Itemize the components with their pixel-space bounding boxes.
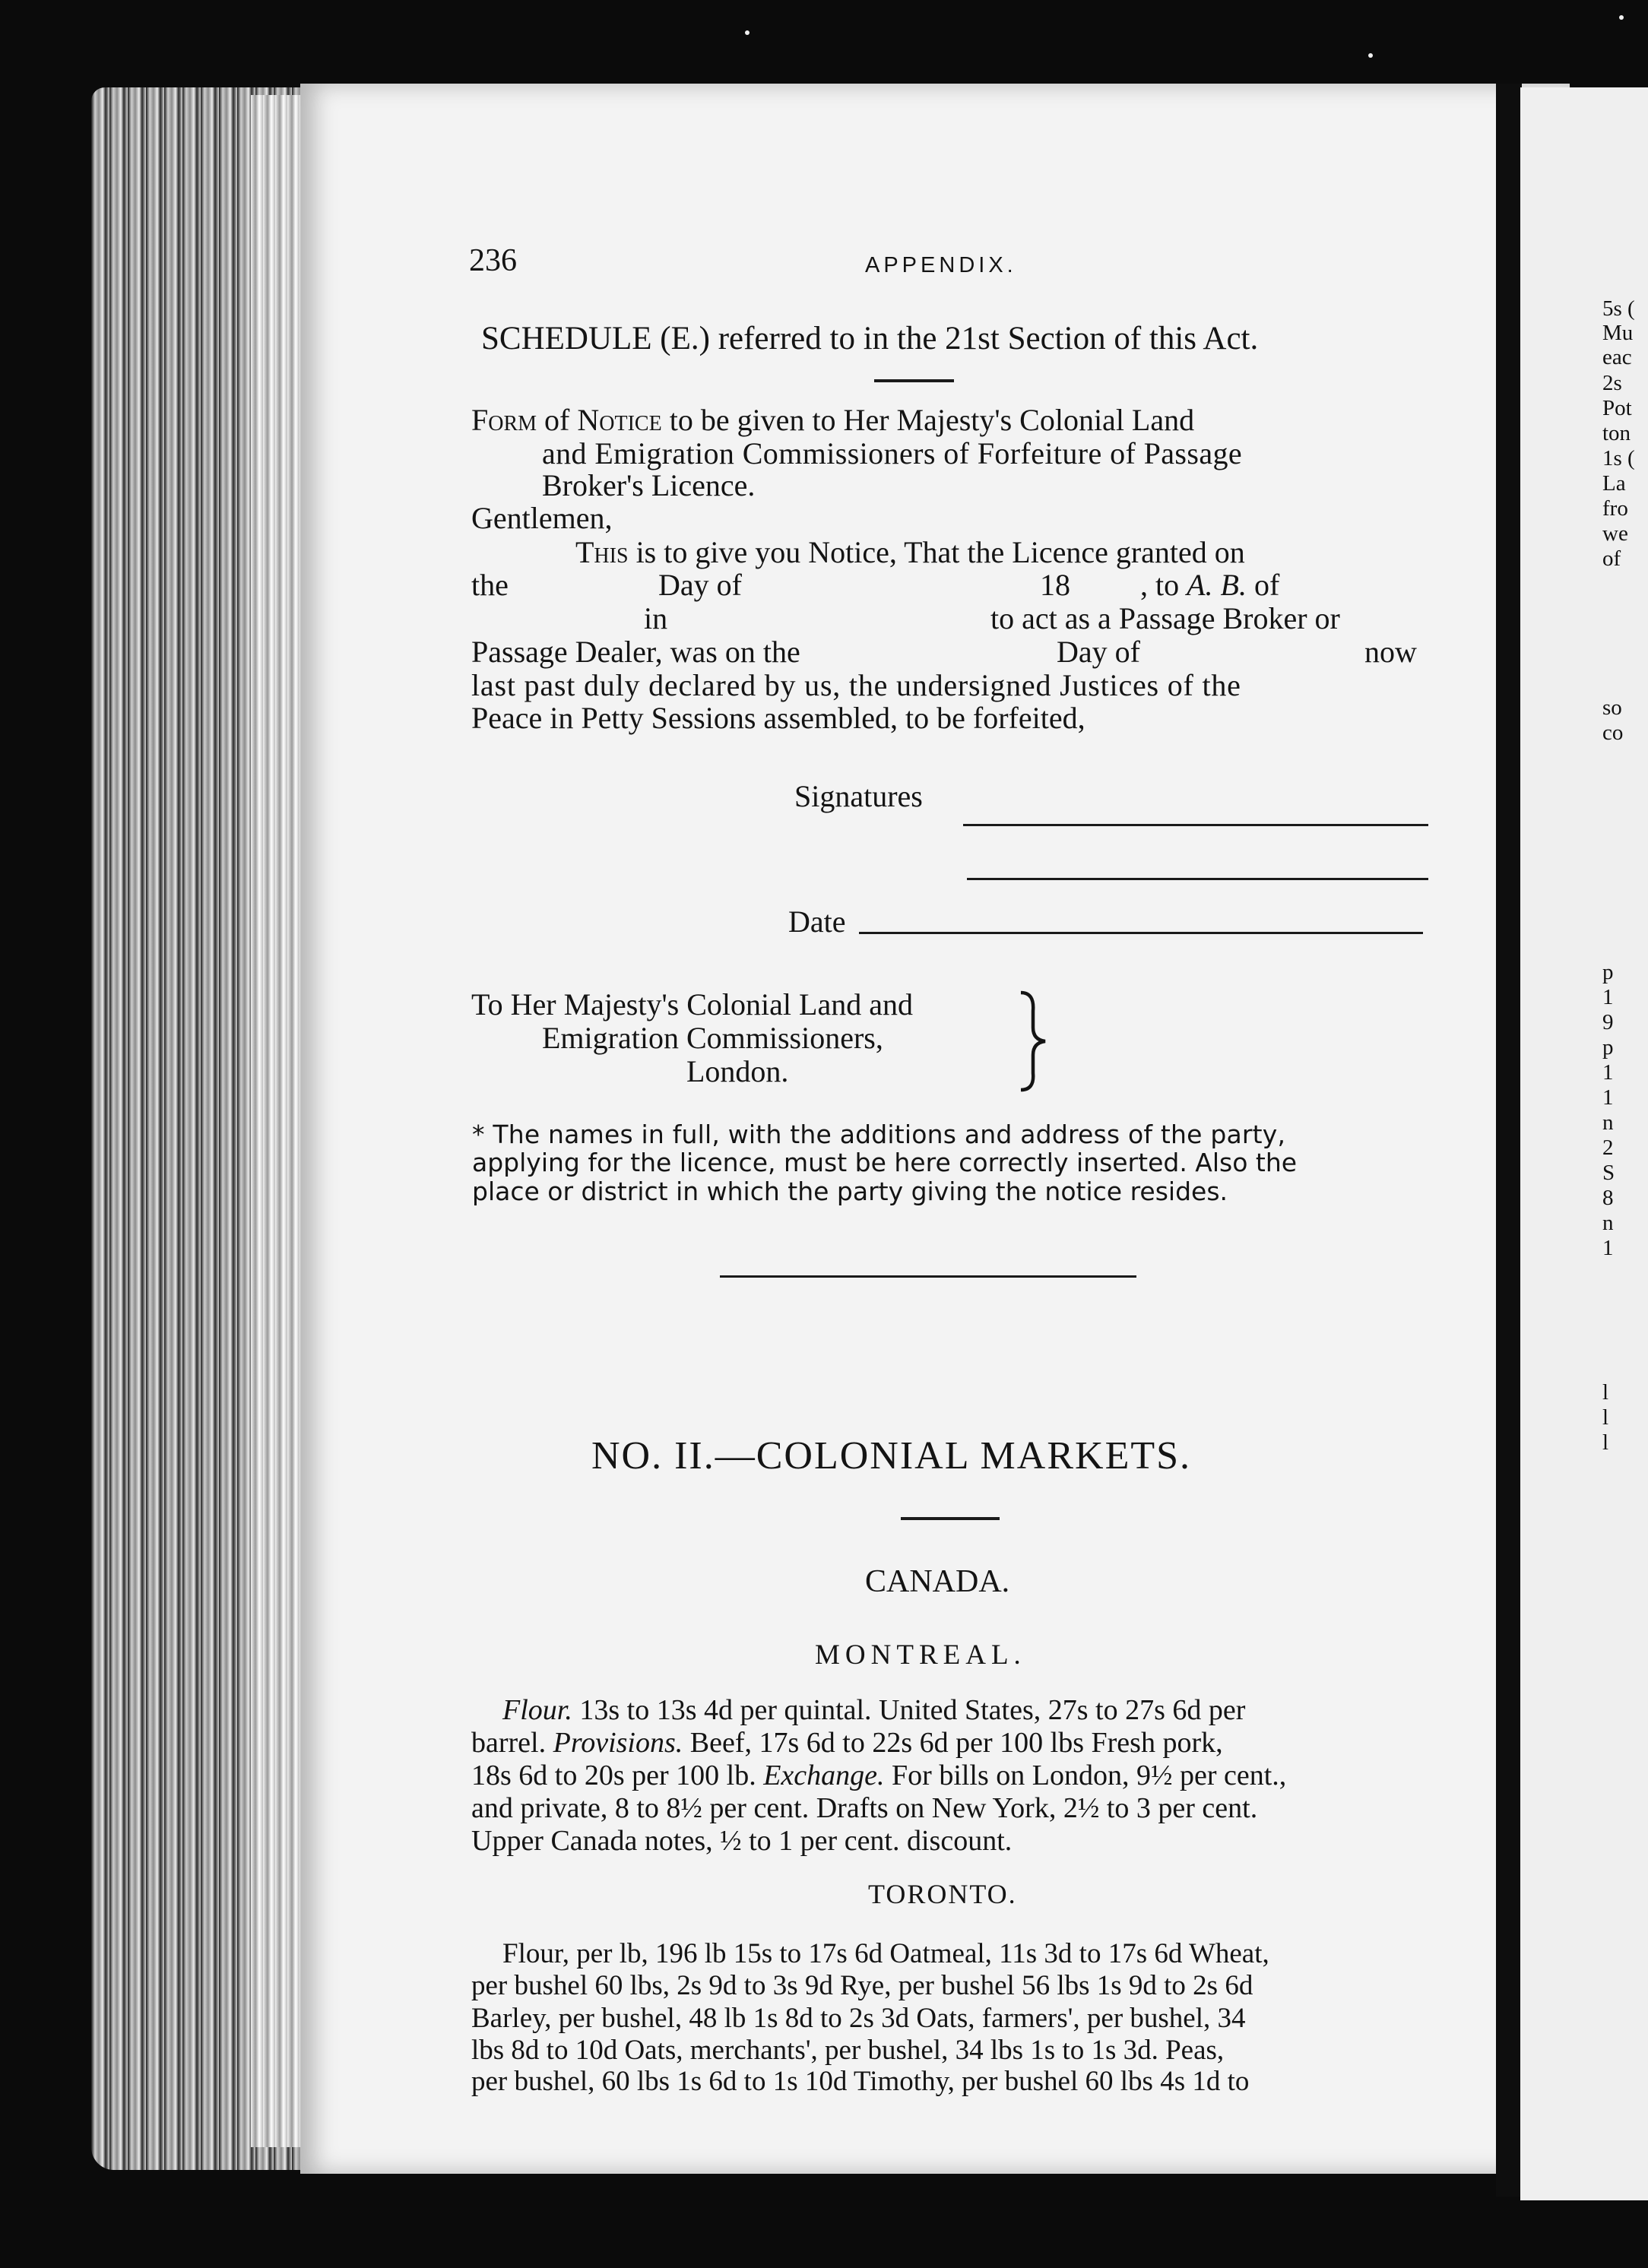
facing-page-fragment: so: [1602, 695, 1622, 720]
address-line-3: London.: [686, 1054, 789, 1088]
form-title-rest: to be given to Her Majesty's Colonial Land: [669, 403, 1195, 437]
facing-page-fragment: ton: [1602, 421, 1631, 445]
notice-line-4c: now: [1364, 635, 1417, 669]
exchange-label: Exchange.: [763, 1760, 885, 1791]
notice-word: Notice: [577, 403, 662, 437]
provisions-label: Provisions.: [553, 1727, 683, 1759]
footnote-line-1: * The names in full, with the additions and address of the party,: [472, 1120, 1286, 1149]
barrel-text: barrel.: [471, 1727, 547, 1759]
notice-of: of: [1254, 568, 1280, 602]
notice-line-1: [575, 537, 1245, 568]
notice-day-of: Day of: [658, 568, 742, 602]
facing-page-fragment: l: [1602, 1405, 1609, 1430]
form-of: of: [544, 403, 570, 437]
facing-page-fragment: 2: [1602, 1136, 1614, 1160]
notice-ab: A. B.: [1187, 568, 1247, 602]
facing-page-fragment: l: [1602, 1430, 1609, 1455]
notice-line-4a: Passage Dealer, was on the: [471, 635, 800, 669]
notice-line-3-rest: to act as a Passage Broker or: [990, 601, 1340, 635]
montreal-line-5: Upper Canada notes, ½ to 1 per cent. discount.: [471, 1825, 1013, 1857]
toronto-line-1: Flour, per lb, 196 lb 15s to 17s 6d Oatmeal, 11s 3d to 17s 6d Wheat,: [502, 1938, 1269, 1969]
notice-to: , to: [1140, 568, 1180, 602]
address-line-2: Emigration Commissioners,: [542, 1021, 883, 1055]
toronto-line-3: Barley, per bushel, 48 lb 1s 8d to 2s 3d Oats, farmers', per bushel, 34: [471, 2003, 1246, 2034]
notice-the: the: [471, 568, 509, 602]
toronto-line-5: per bushel, 60 lbs 1s 6d to 1s 10d Timothy, per bushel 60 lbs 4s 1d to: [471, 2066, 1250, 2097]
facing-page-fragment: 1: [1602, 985, 1614, 1009]
date-label: Date: [788, 904, 846, 939]
notice-line-1-rest: is to give you Notice, That the Licence granted on: [635, 535, 1245, 569]
facing-page-fragment: eac: [1602, 345, 1632, 369]
dust-speck: [1619, 15, 1624, 20]
montreal-line-3-rest: For bills on London, 9½ per cent.,: [892, 1760, 1287, 1791]
montreal-line-4: and private, 8 to 8½ per cent. Drafts on New York, 2½ to 3 per cent.: [471, 1792, 1258, 1824]
facing-page-fragment: of: [1602, 546, 1621, 571]
toronto-heading: TORONTO.: [868, 1879, 1017, 1909]
form-title-line-1: [471, 405, 1194, 436]
facing-page-fragment: l: [1602, 1380, 1609, 1405]
notice-in: in: [644, 601, 668, 635]
dust-speck: [745, 30, 750, 35]
montreal-line-1-rest: 13s to 13s 4d per quintal. United States, 27s to 27s 6d per: [579, 1694, 1246, 1726]
toronto-line-2: per bushel 60 lbs, 2s 9d to 3s 9d Rye, per bushel 56 lbs 1s 9d to 2s 6d: [471, 1970, 1253, 2001]
address-line-1: To Her Majesty's Colonial Land and: [471, 987, 913, 1022]
notice-line-6: Peace in Petty Sessions assembled, to be forfeited,: [471, 701, 1085, 735]
facing-page-fragment: we: [1602, 521, 1628, 546]
facing-page-fragment: Pot: [1602, 396, 1632, 420]
facing-page-fragment: 1: [1602, 1085, 1614, 1110]
facing-page: [1520, 87, 1648, 2200]
toronto-line-4: lbs 8d to 10d Oats, merchants', per bushel, 34 lbs 1s to 1s 3d. Peas,: [471, 2035, 1225, 2066]
facing-page-fragment: 5s (: [1602, 296, 1635, 321]
facing-page-fragment: n: [1602, 1211, 1614, 1235]
facing-page-fragment: p: [1602, 1035, 1614, 1060]
form-title-line-3: Broker's Licence.: [542, 468, 756, 502]
signature-line-2: [967, 878, 1428, 880]
flour-label: Flour.: [502, 1694, 572, 1726]
footnote-line-3: place or district in which the party giving the notice resides.: [472, 1177, 1228, 1206]
notice-year: 18: [1040, 568, 1070, 602]
markets-rule: [901, 1517, 1000, 1520]
running-title: APPENDIX.: [865, 253, 1017, 277]
facing-page-fragment: La: [1602, 471, 1626, 496]
facing-page-fragment: fro: [1602, 496, 1628, 521]
markets-heading: NO. II.—COLONIAL MARKETS.: [591, 1434, 1192, 1478]
facing-page-fragment: 1: [1602, 1236, 1614, 1260]
montreal-heading: MONTREAL.: [815, 1639, 1026, 1671]
pork-text: 18s 6d to 20s per 100 lb.: [471, 1760, 756, 1791]
signatures-label: Signatures: [794, 779, 923, 813]
montreal-line-2-rest: Beef, 17s 6d to 22s 6d per 100 lbs Fresh pork,: [689, 1727, 1223, 1759]
facing-page-fragment: 9: [1602, 1010, 1614, 1034]
short-rule: [874, 379, 954, 382]
facing-page-fragment: n: [1602, 1110, 1614, 1135]
dust-speck: [1368, 53, 1373, 58]
facing-page-fragment: 1s (: [1602, 446, 1635, 470]
curly-brace: [1015, 988, 1053, 1094]
form-word: Form: [471, 403, 537, 437]
facing-page-fragment: S: [1602, 1161, 1615, 1185]
book-gutter: [1496, 84, 1522, 2197]
salutation: Gentlemen,: [471, 501, 613, 535]
montreal-line-1: [502, 1696, 1245, 1725]
book-page: [300, 84, 1570, 2174]
facing-page-fragment: 1: [1602, 1060, 1614, 1085]
date-line: [859, 932, 1423, 934]
montreal-line-2: [471, 1728, 1223, 1757]
facing-page-fragment: co: [1602, 721, 1624, 745]
notice-to-ab: [1140, 570, 1279, 600]
section-divider: [720, 1275, 1136, 1278]
facing-page-fragment: p: [1602, 960, 1614, 984]
notice-line-5: last past duly declared by us, the undersigned Justices of the: [471, 668, 1241, 702]
page-number: 236: [469, 243, 517, 278]
this-word: This: [575, 535, 629, 569]
schedule-heading: SCHEDULE (E.) referred to in the 21st Section of this Act.: [481, 321, 1259, 356]
facing-page-fragment: Mu: [1602, 321, 1634, 345]
country-heading: CANADA.: [865, 1564, 1010, 1599]
signature-line-1: [963, 824, 1428, 826]
facing-page-fragment: 8: [1602, 1186, 1614, 1210]
form-title-line-2: and Emigration Commissioners of Forfeiture of Passage: [542, 436, 1243, 470]
montreal-line-3: [471, 1761, 1286, 1790]
footnote-line-2: applying for the licence, must be here correctly inserted. Also the: [472, 1148, 1298, 1177]
notice-line-4b: Day of: [1057, 635, 1140, 669]
facing-page-fragment: 2s: [1602, 371, 1622, 395]
